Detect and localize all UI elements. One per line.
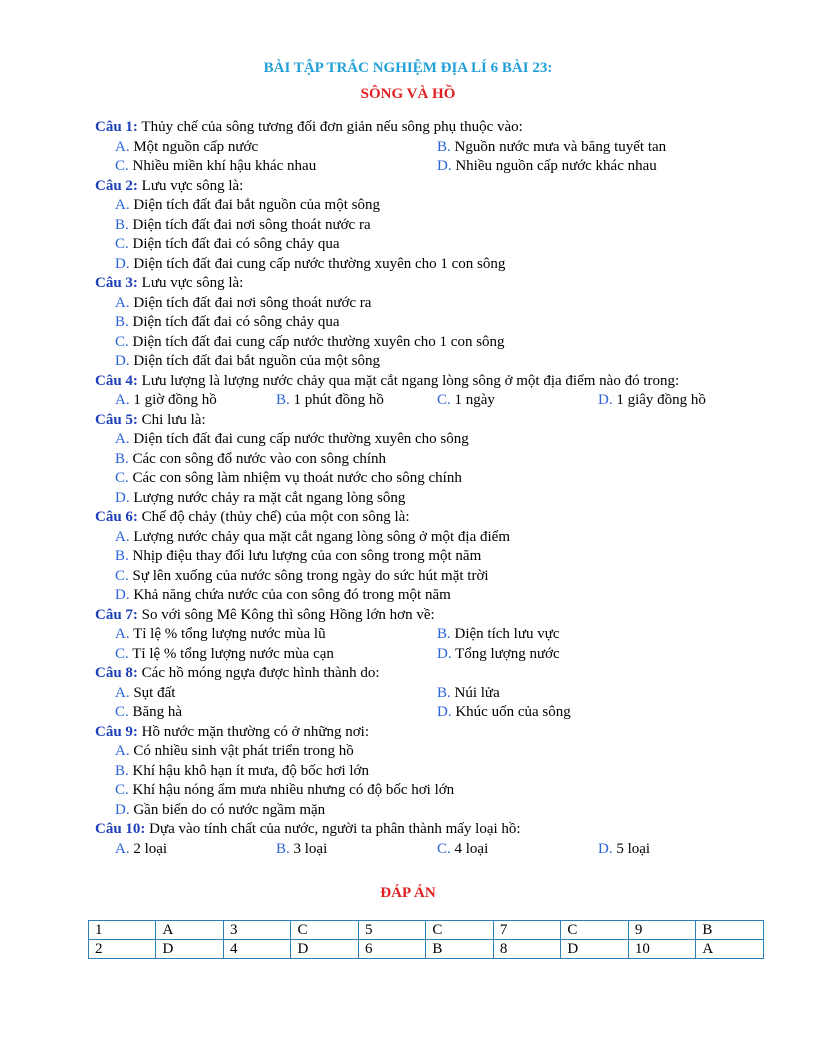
option-letter: B. bbox=[437, 626, 451, 642]
option-letter: C. bbox=[115, 236, 129, 252]
option-text: Diện tích đất đai bắt nguồn của một sông bbox=[129, 353, 380, 369]
option-letter: D. bbox=[115, 255, 130, 272]
option-d bbox=[115, 352, 775, 372]
option-c bbox=[115, 781, 775, 801]
question-stem bbox=[95, 177, 775, 197]
question-1 bbox=[95, 118, 775, 177]
option-d bbox=[598, 391, 759, 411]
option-b bbox=[437, 138, 759, 158]
document-title: BÀI TẬP TRẮC NGHIỆM ĐỊA LÍ 6 BÀI 23: bbox=[263, 60, 553, 76]
option-text: 1 phút đồng hồ bbox=[289, 392, 384, 408]
option-letter: B. bbox=[437, 138, 451, 155]
option-letter: D. bbox=[437, 645, 452, 662]
option-letter: D. bbox=[437, 704, 452, 720]
option-text: Các con sông đổ nước vào con sông chính bbox=[128, 450, 387, 467]
answer-question-number: 7 bbox=[493, 921, 560, 940]
answer-question-number: 4 bbox=[223, 940, 290, 959]
question-8 bbox=[95, 664, 775, 723]
answer-choice: D bbox=[291, 940, 359, 959]
question-stem bbox=[95, 508, 775, 528]
option-text: Nhịp điệu thay đổi lưu lượng của con sông trong một năm bbox=[128, 548, 482, 564]
answer-question-number: 9 bbox=[628, 921, 696, 940]
option-d bbox=[437, 645, 759, 665]
option-letter: D. bbox=[598, 840, 613, 857]
option-letter: A. bbox=[115, 626, 130, 642]
answer-question-number: 10 bbox=[628, 940, 696, 959]
option-text: Diện tích đất đai có sông chảy qua bbox=[128, 236, 340, 252]
option-text: Lượng nước chảy qua mặt cắt ngang lòng sông ở một địa điểm bbox=[129, 528, 510, 545]
question-3 bbox=[95, 274, 775, 372]
answer-row bbox=[89, 921, 764, 940]
option-a bbox=[115, 294, 775, 314]
answer-choice: B bbox=[426, 940, 494, 959]
option-b bbox=[115, 762, 775, 782]
option-c bbox=[115, 645, 437, 665]
question-label: Câu 10: bbox=[95, 821, 146, 837]
option-row bbox=[115, 703, 775, 723]
option-a bbox=[115, 625, 437, 645]
option-letter: C. bbox=[115, 158, 129, 174]
option-text: 1 ngày bbox=[450, 392, 495, 408]
option-text: Diện tích lưu vực bbox=[450, 626, 560, 642]
option-text: Tỉ lệ % tổng lượng nước mùa lũ bbox=[129, 626, 326, 642]
option-c bbox=[437, 840, 598, 860]
question-text: Lưu vực sông là: bbox=[137, 177, 244, 194]
option-letter: A. bbox=[115, 743, 130, 759]
option-text: 2 loại bbox=[129, 840, 168, 857]
option-row bbox=[115, 684, 775, 704]
question-label: Câu 6: bbox=[95, 509, 138, 525]
option-d bbox=[598, 840, 759, 860]
option-text: Sự lên xuống của nước sông trong ngày do sức hút mặt trời bbox=[128, 567, 489, 584]
answer-choice: C bbox=[561, 921, 629, 940]
option-d bbox=[115, 586, 775, 606]
option-letter: A. bbox=[115, 684, 130, 701]
document-subtitle: SÔNG VÀ HỒ bbox=[360, 86, 456, 102]
option-c bbox=[115, 333, 775, 353]
option-a bbox=[115, 196, 775, 216]
option-text: Băng hà bbox=[128, 704, 183, 720]
option-group bbox=[115, 840, 775, 860]
option-group bbox=[115, 625, 775, 664]
answer-choice: A bbox=[696, 940, 764, 959]
option-letter: D. bbox=[115, 801, 130, 818]
option-letter: A. bbox=[115, 431, 130, 447]
option-letter: B. bbox=[115, 314, 129, 330]
option-text: Núi lửa bbox=[450, 684, 500, 701]
option-a bbox=[115, 138, 437, 158]
option-c bbox=[115, 469, 775, 489]
option-a bbox=[115, 742, 775, 762]
option-c bbox=[115, 703, 437, 723]
option-text: Khí hậu nóng ẩm mưa nhiều nhưng có độ bốc hơi lớn bbox=[128, 782, 455, 798]
option-text: 5 loại bbox=[612, 840, 651, 857]
option-b bbox=[115, 547, 775, 567]
answer-key-table bbox=[88, 920, 764, 959]
option-group bbox=[115, 138, 775, 177]
option-group bbox=[115, 684, 775, 723]
answer-question-number: 8 bbox=[493, 940, 560, 959]
question-label: Câu 7: bbox=[95, 606, 138, 623]
option-text: 1 giờ đồng hồ bbox=[129, 392, 217, 408]
option-letter: D. bbox=[115, 489, 130, 506]
option-letter: A. bbox=[115, 392, 130, 408]
question-stem bbox=[95, 372, 775, 392]
option-d bbox=[115, 801, 775, 821]
question-text: Lưu vực sông là: bbox=[137, 275, 244, 291]
answer-choice: C bbox=[426, 921, 494, 940]
option-b bbox=[115, 216, 775, 236]
option-c bbox=[115, 235, 775, 255]
answer-choice: A bbox=[156, 921, 224, 940]
option-letter: A. bbox=[115, 294, 130, 311]
option-a bbox=[115, 840, 276, 860]
question-stem bbox=[95, 411, 775, 431]
option-row bbox=[115, 645, 775, 665]
question-text: Thủy chế của sông tương đối đơn giản nếu sông phụ thuộc vào: bbox=[137, 119, 523, 135]
answer-choice: C bbox=[291, 921, 359, 940]
option-letter: A. bbox=[115, 840, 130, 857]
question-stem bbox=[95, 274, 775, 294]
option-b bbox=[276, 391, 437, 411]
option-b bbox=[437, 625, 759, 645]
answer-question-number: 1 bbox=[89, 921, 156, 940]
option-text: 4 loại bbox=[450, 840, 489, 857]
option-row bbox=[115, 138, 775, 158]
option-c bbox=[115, 157, 437, 177]
option-text: Tổng lượng nước bbox=[451, 645, 560, 662]
question-label: Câu 1: bbox=[95, 119, 138, 135]
option-text: Khả năng chứa nước của con sông đó trong một năm bbox=[129, 587, 451, 603]
option-text: 1 giây đồng hồ bbox=[612, 392, 706, 408]
question-5 bbox=[95, 411, 775, 509]
question-label: Câu 3: bbox=[95, 275, 138, 291]
option-letter: A. bbox=[115, 197, 130, 213]
option-c bbox=[115, 567, 775, 587]
question-text: So với sông Mê Kông thì sông Hồng lớn hơn về: bbox=[137, 606, 435, 623]
question-2 bbox=[95, 177, 775, 275]
option-text: Nguồn nước mưa và băng tuyết tan bbox=[450, 138, 667, 155]
option-a bbox=[115, 684, 437, 704]
option-text: Diện tích đất đai cung cấp nước thường xuyên cho 1 con sông bbox=[129, 255, 506, 272]
question-stem bbox=[95, 606, 775, 626]
answer-question-number: 6 bbox=[358, 940, 425, 959]
option-text: Diện tích đất đai nơi sông thoát nước ra bbox=[129, 294, 372, 311]
option-letter: B. bbox=[115, 762, 129, 779]
option-group bbox=[115, 528, 775, 606]
question-text: Hồ nước mặn thường có ở những nơi: bbox=[137, 723, 370, 740]
option-text: Nhiều nguồn cấp nước khác nhau bbox=[451, 158, 657, 174]
option-text: Khúc uốn của sông bbox=[451, 704, 571, 720]
option-text: Diện tích đất đai cung cấp nước thường xuyên cho sông bbox=[129, 431, 469, 447]
option-b bbox=[115, 450, 775, 470]
option-group bbox=[115, 742, 775, 820]
option-text: Diện tích đất đai có sông chảy qua bbox=[128, 314, 340, 330]
option-row bbox=[115, 625, 775, 645]
option-text: Nhiều miền khí hậu khác nhau bbox=[128, 158, 317, 174]
option-b bbox=[115, 313, 775, 333]
option-group bbox=[115, 391, 775, 411]
question-text: Các hồ móng ngựa được hình thành do: bbox=[137, 665, 380, 681]
question-9 bbox=[95, 723, 775, 821]
option-text: Các con sông làm nhiệm vụ thoát nước cho sông chính bbox=[128, 470, 462, 486]
answer-question-number: 3 bbox=[223, 921, 290, 940]
option-letter: D. bbox=[598, 392, 613, 408]
option-d bbox=[437, 157, 759, 177]
answer-question-number: 2 bbox=[89, 940, 156, 959]
question-label: Câu 2: bbox=[95, 177, 138, 194]
option-group bbox=[115, 294, 775, 372]
question-stem bbox=[95, 664, 775, 684]
question-4 bbox=[95, 372, 775, 411]
option-letter: D. bbox=[115, 587, 130, 603]
question-label: Câu 9: bbox=[95, 723, 138, 740]
option-letter: B. bbox=[437, 684, 451, 701]
option-letter: B. bbox=[276, 840, 290, 857]
option-b bbox=[276, 840, 437, 860]
option-b bbox=[437, 684, 759, 704]
option-d bbox=[115, 489, 775, 509]
option-text: Tỉ lệ % tổng lượng nước mùa cạn bbox=[128, 645, 334, 662]
option-letter: B. bbox=[115, 450, 129, 467]
option-text: Diện tích đất đai bắt nguồn của một sông bbox=[129, 197, 380, 213]
option-letter: C. bbox=[115, 645, 129, 662]
option-text: Diện tích đất đai cung cấp nước thường xuyên cho 1 con sông bbox=[128, 333, 505, 350]
option-group bbox=[115, 430, 775, 508]
question-text: Lưu lượng là lượng nước chảy qua mặt cắt ngang lòng sông ở một địa điểm nào đó trong: bbox=[137, 372, 680, 389]
option-d bbox=[437, 703, 759, 723]
answer-choice: D bbox=[156, 940, 224, 959]
question-stem bbox=[95, 723, 775, 743]
option-letter: C. bbox=[115, 704, 129, 720]
answer-key-title: ĐÁP ÁN bbox=[380, 885, 436, 901]
question-stem bbox=[95, 118, 775, 138]
option-a bbox=[115, 528, 775, 548]
option-text: Diện tích đất đai nơi sông thoát nước ra bbox=[128, 216, 371, 233]
answer-question-number: 5 bbox=[358, 921, 425, 940]
option-text: Lượng nước chảy ra mặt cắt ngang lòng sông bbox=[129, 489, 406, 506]
option-letter: C. bbox=[437, 392, 451, 408]
question-6 bbox=[95, 508, 775, 606]
option-row bbox=[115, 157, 775, 177]
answer-choice: B bbox=[696, 921, 764, 940]
option-letter: A. bbox=[115, 528, 130, 545]
question-text: Dựa vào tính chất của nước, người ta phân thành mấy loại hồ: bbox=[145, 821, 521, 837]
option-text: Một nguồn cấp nước bbox=[129, 138, 259, 155]
question-list bbox=[95, 118, 775, 859]
option-letter: D. bbox=[437, 158, 452, 174]
option-text: Có nhiều sinh vật phát triển trong hồ bbox=[129, 743, 354, 759]
option-row bbox=[115, 840, 775, 860]
question-7 bbox=[95, 606, 775, 665]
option-a bbox=[115, 391, 276, 411]
option-group bbox=[115, 196, 775, 274]
option-a bbox=[115, 430, 775, 450]
question-stem bbox=[95, 820, 775, 840]
question-text: Chế độ chảy (thủy chế) của một con sông là: bbox=[137, 509, 410, 525]
option-letter: C. bbox=[115, 782, 129, 798]
option-text: 3 loại bbox=[289, 840, 328, 857]
option-letter: C. bbox=[115, 567, 129, 584]
question-label: Câu 4: bbox=[95, 372, 138, 389]
answer-row bbox=[89, 940, 764, 959]
option-text: Sụt đất bbox=[129, 684, 176, 701]
option-c bbox=[437, 391, 598, 411]
question-text: Chi lưu là: bbox=[137, 411, 206, 428]
option-letter: C. bbox=[115, 470, 129, 486]
option-text: Gần biển do có nước ngầm mặn bbox=[129, 801, 326, 818]
option-letter: B. bbox=[276, 392, 290, 408]
option-d bbox=[115, 255, 775, 275]
question-label: Câu 5: bbox=[95, 411, 138, 428]
option-letter: A. bbox=[115, 138, 130, 155]
option-letter: C. bbox=[437, 840, 451, 857]
question-label: Câu 8: bbox=[95, 665, 138, 681]
option-text: Khí hậu khô hạn ít mưa, độ bốc hơi lớn bbox=[128, 762, 369, 779]
option-letter: B. bbox=[115, 548, 129, 564]
answer-choice: D bbox=[561, 940, 629, 959]
question-10 bbox=[95, 820, 775, 859]
option-letter: D. bbox=[115, 353, 130, 369]
option-letter: C. bbox=[115, 333, 129, 350]
option-row bbox=[115, 391, 775, 411]
option-letter: B. bbox=[115, 216, 129, 233]
